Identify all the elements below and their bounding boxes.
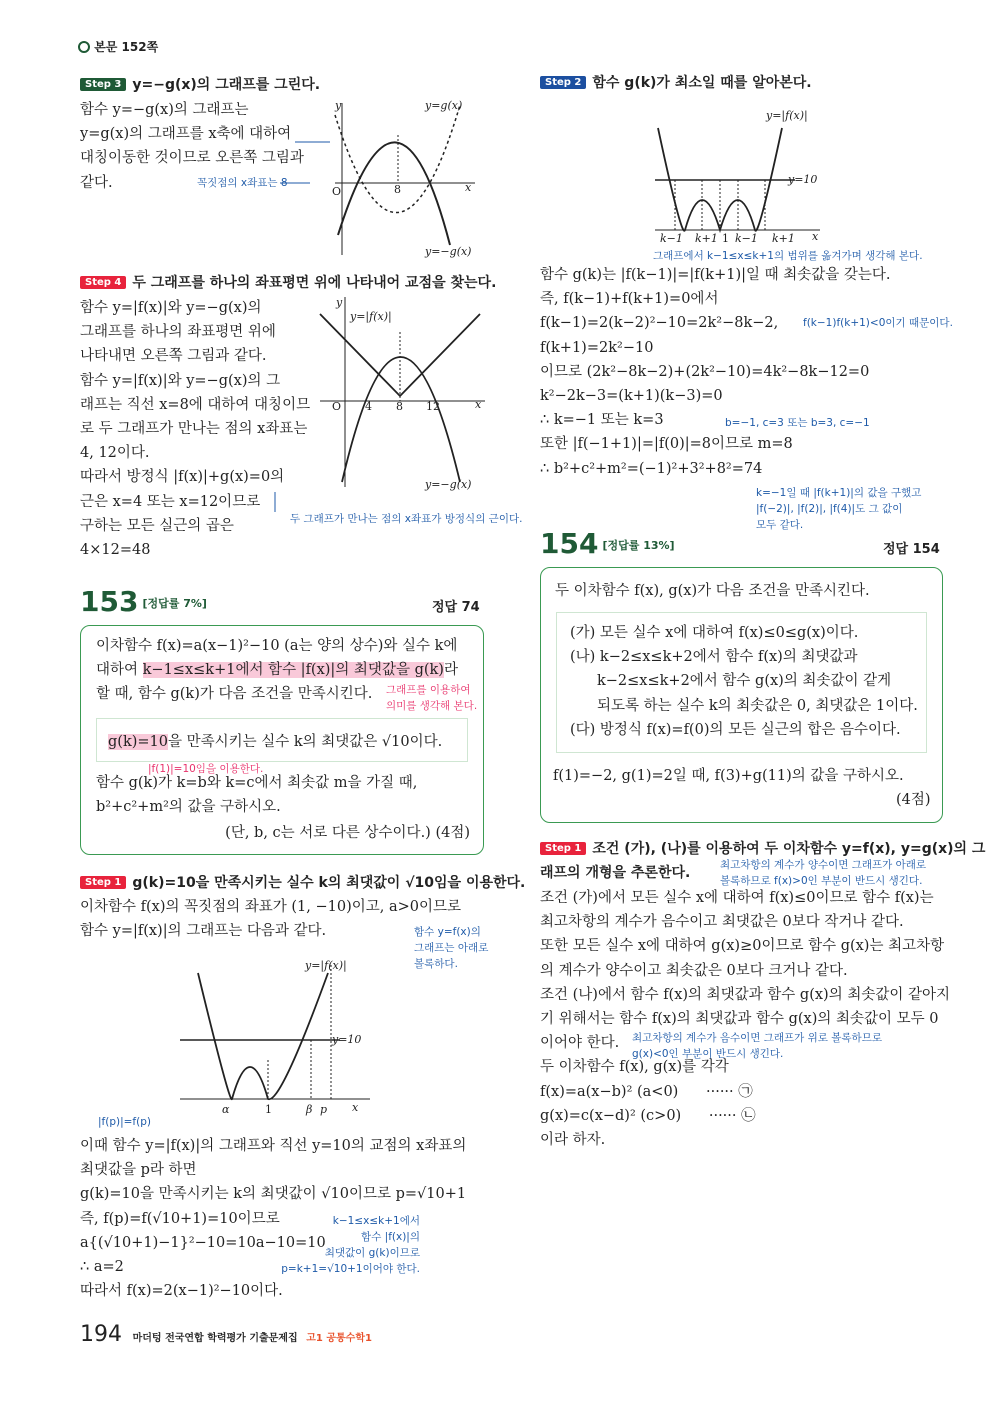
text-line: 함수 y=|f(x)|와 y=−g(x)의 그 bbox=[80, 372, 281, 389]
step3-title: y=−g(x)의 그래프를 그린다. bbox=[132, 77, 321, 93]
text-line: 이라 하자. bbox=[540, 1132, 606, 1149]
annotation bbox=[414, 924, 488, 972]
text-line: a{(√10+1)−1}²−10=10a−10=10 bbox=[80, 1234, 326, 1251]
text: 최고차항의 계수가 양수이면 그래프가 아래로 bbox=[720, 859, 927, 871]
curve-abs-f bbox=[198, 973, 328, 1099]
text-line: y=g(x)의 그래프를 x축에 대하여 bbox=[80, 126, 292, 143]
page-reference-label: 본문 152쪽 bbox=[94, 40, 159, 54]
text-line: 기 위해서는 함수 f(x)의 최댓값과 함수 g(x)의 최솟값이 모두 0 bbox=[540, 1011, 939, 1028]
axis-label-x: x bbox=[465, 181, 472, 194]
tick-p: p bbox=[320, 1103, 328, 1116]
step2-badge: Step 2 bbox=[540, 76, 586, 89]
text-line: 조건 (나)에서 함수 f(x)의 최댓값과 함수 g(x)의 최솟값이 같아지 bbox=[540, 986, 950, 1003]
annotation bbox=[720, 857, 926, 889]
text-line: k²−2k−3=(k+1)(k−3)=0 bbox=[540, 388, 723, 405]
text-line: 이차함수 f(x)의 꼭짓점의 좌표가 (1, −10)이고, a>0이므로 bbox=[80, 899, 462, 915]
annotation: 두 그래프가 만나는 점의 x좌표가 방정식의 근이다. bbox=[290, 513, 523, 525]
points: (4점) bbox=[896, 792, 931, 808]
text-line: g(k)=10을 만족시키는 k의 최댓값이 √10이므로 p=√10+1 bbox=[80, 1186, 467, 1203]
pink-annotation bbox=[386, 682, 477, 714]
text-line: 래프는 직선 x=8에 대하여 대칭이므 bbox=[80, 396, 311, 413]
text-line: 즉, f(p)=f(√10+1)=10이므로 bbox=[80, 1210, 280, 1227]
text-line: 이므로 (2k²−8k−2)+(2k²−10)=4k²−8k−12=0 bbox=[540, 363, 870, 380]
tick: k+1 bbox=[772, 232, 795, 245]
text-line: 나타내면 오른쪽 그림과 같다. bbox=[80, 348, 267, 365]
text: 그래프는 아래로 bbox=[414, 942, 489, 954]
problem-153-header bbox=[80, 585, 207, 618]
step1-right-text bbox=[540, 886, 950, 1152]
text-line: 따라서 방정식 |f(x)|+g(x)=0의 bbox=[80, 469, 285, 486]
text-line: 4, 12이다. bbox=[80, 445, 150, 462]
text: k=−1일 때 |f(k+1)|의 값을 구했고 bbox=[756, 487, 922, 499]
subject: 고1 공통수학1 bbox=[306, 1333, 372, 1344]
text-line: 즉, f(k−1)+f(k+1)=0에서 bbox=[540, 291, 719, 308]
step2-heading bbox=[540, 72, 812, 92]
text-line: f(x)=a(x−b)² (a<0) ······ ㉠ bbox=[540, 1083, 753, 1100]
page-reference bbox=[78, 38, 158, 55]
step4-heading bbox=[80, 272, 496, 292]
text: 볼록하므로 f(x)>0인 부분이 반드시 생긴다. bbox=[720, 875, 923, 887]
problem-intro: 두 이차함수 f(x), g(x)가 다음 조건을 만족시킨다. bbox=[555, 583, 870, 599]
text-line: 대칭이동한 것이므로 오른쪽 그림과 bbox=[80, 150, 304, 167]
text: 라 bbox=[443, 662, 458, 679]
circle-icon bbox=[78, 41, 90, 53]
text: 함수 |f(x)|의 bbox=[361, 1231, 420, 1243]
text-line: b²+c²+m²의 값을 구하시오. bbox=[96, 799, 281, 816]
label-abs-fx: y=|f(x)| bbox=[305, 959, 347, 972]
text-line: f(k+1)=2k²−10 bbox=[540, 339, 654, 356]
text-line: 같다. bbox=[80, 174, 113, 191]
annotation bbox=[756, 485, 921, 533]
step3-badge: Step 3 bbox=[80, 78, 126, 91]
text: 대하여 bbox=[96, 662, 143, 679]
origin-label: O bbox=[332, 185, 342, 198]
tick-alpha: α bbox=[222, 1103, 230, 1116]
label-y10: y=10 bbox=[788, 173, 818, 186]
text-line: g(x)=c(x−d)² (c>0) ······ ㉡ bbox=[540, 1107, 756, 1124]
footnote: (단, b, c는 서로 다른 상수이다.) (4점) bbox=[225, 825, 470, 841]
step4-badge: Step 4 bbox=[80, 276, 126, 289]
text-line: 로 두 그래프가 만나는 점의 x좌표는 bbox=[80, 421, 308, 438]
highlight: g(k)=10 bbox=[108, 734, 168, 750]
step2-title: 함수 g(k)가 최소일 때를 알아본다. bbox=[592, 75, 812, 91]
text-line: 의 계수가 양수이고 최솟값은 0보다 크거나 같다. bbox=[540, 962, 848, 979]
text-line: ∴ k=−1 또는 k=3 bbox=[540, 412, 664, 429]
condition-line: k−2≤x≤k+2에서 함수 g(x)의 최솟값이 같게 bbox=[597, 673, 892, 690]
annotation: |f(p)|=f(p) bbox=[98, 1116, 151, 1128]
graph-g-and-neg-g bbox=[280, 95, 490, 260]
text-line: 이차함수 f(x)=a(x−1)²−10 (a는 양의 상수)와 실수 k에 bbox=[96, 638, 458, 654]
annotation-line bbox=[275, 492, 288, 512]
step1-right-heading bbox=[540, 838, 985, 858]
highlight: k−1≤x≤k+1에서 함수 |f(x)|의 최댓값을 g(k) bbox=[142, 662, 444, 679]
text-line: ∴ b²+c²+m²=(−1)²+3²+8²=74 bbox=[540, 460, 763, 477]
curve-abs-f bbox=[320, 314, 480, 396]
tick: 1 bbox=[722, 232, 729, 245]
problem-number: 153 bbox=[80, 585, 139, 618]
text: 을 만족시키는 실수 k의 최댓값은 √10이다. bbox=[167, 734, 443, 750]
label-abs-fx: y=|f(x)| bbox=[350, 310, 392, 323]
tick: k−1 bbox=[735, 232, 758, 245]
answer-label: 정답 154 bbox=[883, 542, 940, 557]
tick: k+1 bbox=[695, 232, 718, 245]
page-number: 194 bbox=[80, 1322, 122, 1347]
step1-text bbox=[80, 895, 461, 943]
tick-1: 1 bbox=[265, 1103, 272, 1116]
text-line: ∴ a=2 bbox=[80, 1259, 124, 1276]
label-abs-fx: y=|f(x)| bbox=[766, 109, 808, 122]
step1-title: g(k)=10을 만족시키는 실수 k의 최댓값이 √10임을 이용한다. bbox=[132, 875, 526, 891]
condition-line: 되도록 하는 실수 k의 최솟값은 0, 최댓값은 1이다. bbox=[597, 697, 918, 714]
problem-number: 154 bbox=[540, 527, 599, 560]
condition-line: (다) 방정식 f(x)=f(0)의 모든 실근의 합은 음수이다. bbox=[570, 721, 901, 738]
curve-neg-g bbox=[342, 357, 460, 482]
text-line: 조건 (가)에서 모든 실수 x에 대하여 f(x)≤0이므로 함수 f(x)는 bbox=[540, 890, 934, 906]
text-line: 또한 |f(−1+1)|=|f(0)|=8이므로 m=8 bbox=[540, 436, 793, 453]
text-line: 함수 y=|f(x)|의 그래프는 다음과 같다. bbox=[80, 923, 327, 940]
tick: k−1 bbox=[660, 232, 683, 245]
condition-text bbox=[108, 730, 442, 751]
annotation bbox=[274, 1213, 420, 1277]
tick-label: 8 bbox=[394, 183, 401, 196]
text-line: 함수 y=−g(x)의 그래프는 bbox=[80, 102, 249, 118]
text-line: 함수 g(k)가 k=b와 k=c에서 최솟값 m을 가질 때, bbox=[96, 775, 418, 791]
text: 최댓값이 g(k)이므로 bbox=[324, 1247, 420, 1259]
tick-beta: β bbox=[306, 1103, 313, 1116]
condition-line: (가) 모든 실수 x에 대하여 f(x)≤0≤g(x)이다. bbox=[570, 625, 859, 641]
text-line: 이어야 한다. bbox=[540, 1035, 620, 1052]
origin-label: O bbox=[332, 400, 342, 413]
pink-annotation: |f(1)|=10임을 이용한다. bbox=[148, 763, 264, 775]
step1-badge: Step 1 bbox=[80, 876, 126, 889]
question: f(1)=−2, g(1)=2일 때, f(3)+g(11)의 값을 구하시오. bbox=[553, 768, 904, 784]
step1-badge: Step 1 bbox=[540, 842, 586, 855]
step4-title: 두 그래프를 하나의 좌표평면 위에 나타내어 교점을 찾는다. bbox=[132, 275, 497, 291]
conditions bbox=[570, 621, 918, 742]
curve-g bbox=[335, 105, 460, 213]
graph-abs-f-range bbox=[640, 100, 840, 250]
axis-label-y: y bbox=[335, 99, 342, 112]
annotation: 그래프에서 k−1≤x≤k+1의 범위를 옮겨가며 생각해 본다. bbox=[653, 250, 923, 262]
text: 그래프를 이용하여 bbox=[386, 684, 471, 696]
text-line: 최댓값을 p라 하면 bbox=[80, 1162, 197, 1179]
text-line: 함수 g(k)는 |f(k−1)|=|f(k+1)|일 때 최솟값을 갖는다. bbox=[540, 267, 891, 283]
correct-rate: [정답률 13%] bbox=[602, 539, 675, 552]
text: 의미를 생각해 본다. bbox=[386, 700, 478, 712]
step3-heading bbox=[80, 74, 320, 94]
axis-label-x: x bbox=[812, 230, 819, 243]
label-gx: y=g(x) bbox=[425, 99, 463, 112]
text: g(x)<0인 부분이 반드시 생긴다. bbox=[632, 1048, 784, 1060]
graph-abs-f bbox=[180, 955, 380, 1120]
text-line: 할 때, 함수 g(k)가 다음 조건을 만족시킨다. bbox=[96, 686, 373, 703]
text-line: f(k−1)=2(k−2)²−10=2k²−8k−2, bbox=[540, 315, 779, 332]
step1-heading bbox=[80, 872, 525, 892]
text: 모두 같다. bbox=[756, 519, 804, 531]
text: p=k+1=√10+1이어야 한다. bbox=[281, 1263, 420, 1275]
text-line: 근은 x=4 또는 x=12이므로 bbox=[80, 493, 261, 510]
text: k−1≤x≤k+1에서 bbox=[332, 1215, 420, 1227]
step1-title: 조건 (가), (나)를 이용하여 두 이차함수 y=f(x), y=g(x)의 그 bbox=[592, 841, 986, 857]
tick-label: 12 bbox=[426, 400, 440, 413]
text-line bbox=[96, 658, 458, 682]
problem-153-text-2 bbox=[96, 771, 417, 819]
tick-label: 4 bbox=[365, 400, 372, 413]
step1-title-cont: 래프의 개형을 추론한다. bbox=[540, 865, 691, 881]
label-neg-gx: y=−g(x) bbox=[425, 245, 472, 258]
text-line: 두 이차함수 f(x), g(x)를 각각 bbox=[540, 1059, 729, 1076]
text-line: 함수 y=|f(x)|와 y=−g(x)의 bbox=[80, 300, 262, 316]
axis-label-x: x bbox=[475, 398, 482, 411]
problem-154-header bbox=[540, 527, 675, 560]
text-line: 구하는 모든 실근의 곱은 bbox=[80, 517, 234, 534]
text: |f(−2)|, |f(2)|, |f(4)|도 그 값이 bbox=[756, 503, 903, 515]
annotation bbox=[632, 1030, 882, 1062]
graph-abs-f-and-neg-g bbox=[270, 292, 490, 512]
text-line: 또한 모든 실수 x에 대하여 g(x)≥0이므로 함수 g(x)는 최고차항 bbox=[540, 938, 945, 955]
condition-line: (나) k−2≤x≤k+2에서 함수 f(x)의 최댓값과 bbox=[570, 649, 858, 666]
answer-label: 정답 74 bbox=[432, 600, 480, 615]
footer bbox=[80, 1322, 372, 1347]
tick-label: 8 bbox=[396, 400, 403, 413]
label-y10: y=10 bbox=[332, 1033, 362, 1046]
annotation: 꼭짓점의 x좌표는 8 bbox=[197, 177, 288, 189]
text-line: 이때 함수 y=|f(x)|의 그래프와 직선 y=10의 교점의 x좌표의 bbox=[80, 1138, 467, 1154]
step2-text bbox=[540, 263, 891, 481]
text: 함수 y=f(x)의 bbox=[414, 926, 481, 938]
annotation: b=−1, c=3 또는 b=3, c=−1 bbox=[725, 417, 870, 429]
text-line: 그래프를 하나의 좌표평면 위에 bbox=[80, 324, 276, 341]
axis-label-y: y bbox=[336, 296, 343, 309]
text-line: 따라서 f(x)=2(x−1)²−10이다. bbox=[80, 1283, 283, 1300]
book-title: 마더텅 전국연합 학력평가 기출문제집 bbox=[132, 1333, 298, 1344]
axis-label-x: x bbox=[352, 1101, 359, 1114]
correct-rate: [정답률 7%] bbox=[142, 597, 207, 610]
annotation: f(k−1)f(k+1)<0이기 때문이다. bbox=[803, 317, 953, 329]
text-line: 최고차항의 계수가 음수이고 최댓값은 0보다 작거나 같다. bbox=[540, 914, 904, 931]
label-neg-gx: y=−g(x) bbox=[425, 478, 472, 491]
text: 볼록하다. bbox=[414, 958, 458, 970]
text-line: 4×12=48 bbox=[80, 542, 151, 559]
text: 최고차항의 계수가 음수이면 그래프가 위로 볼록하므로 bbox=[632, 1032, 882, 1044]
